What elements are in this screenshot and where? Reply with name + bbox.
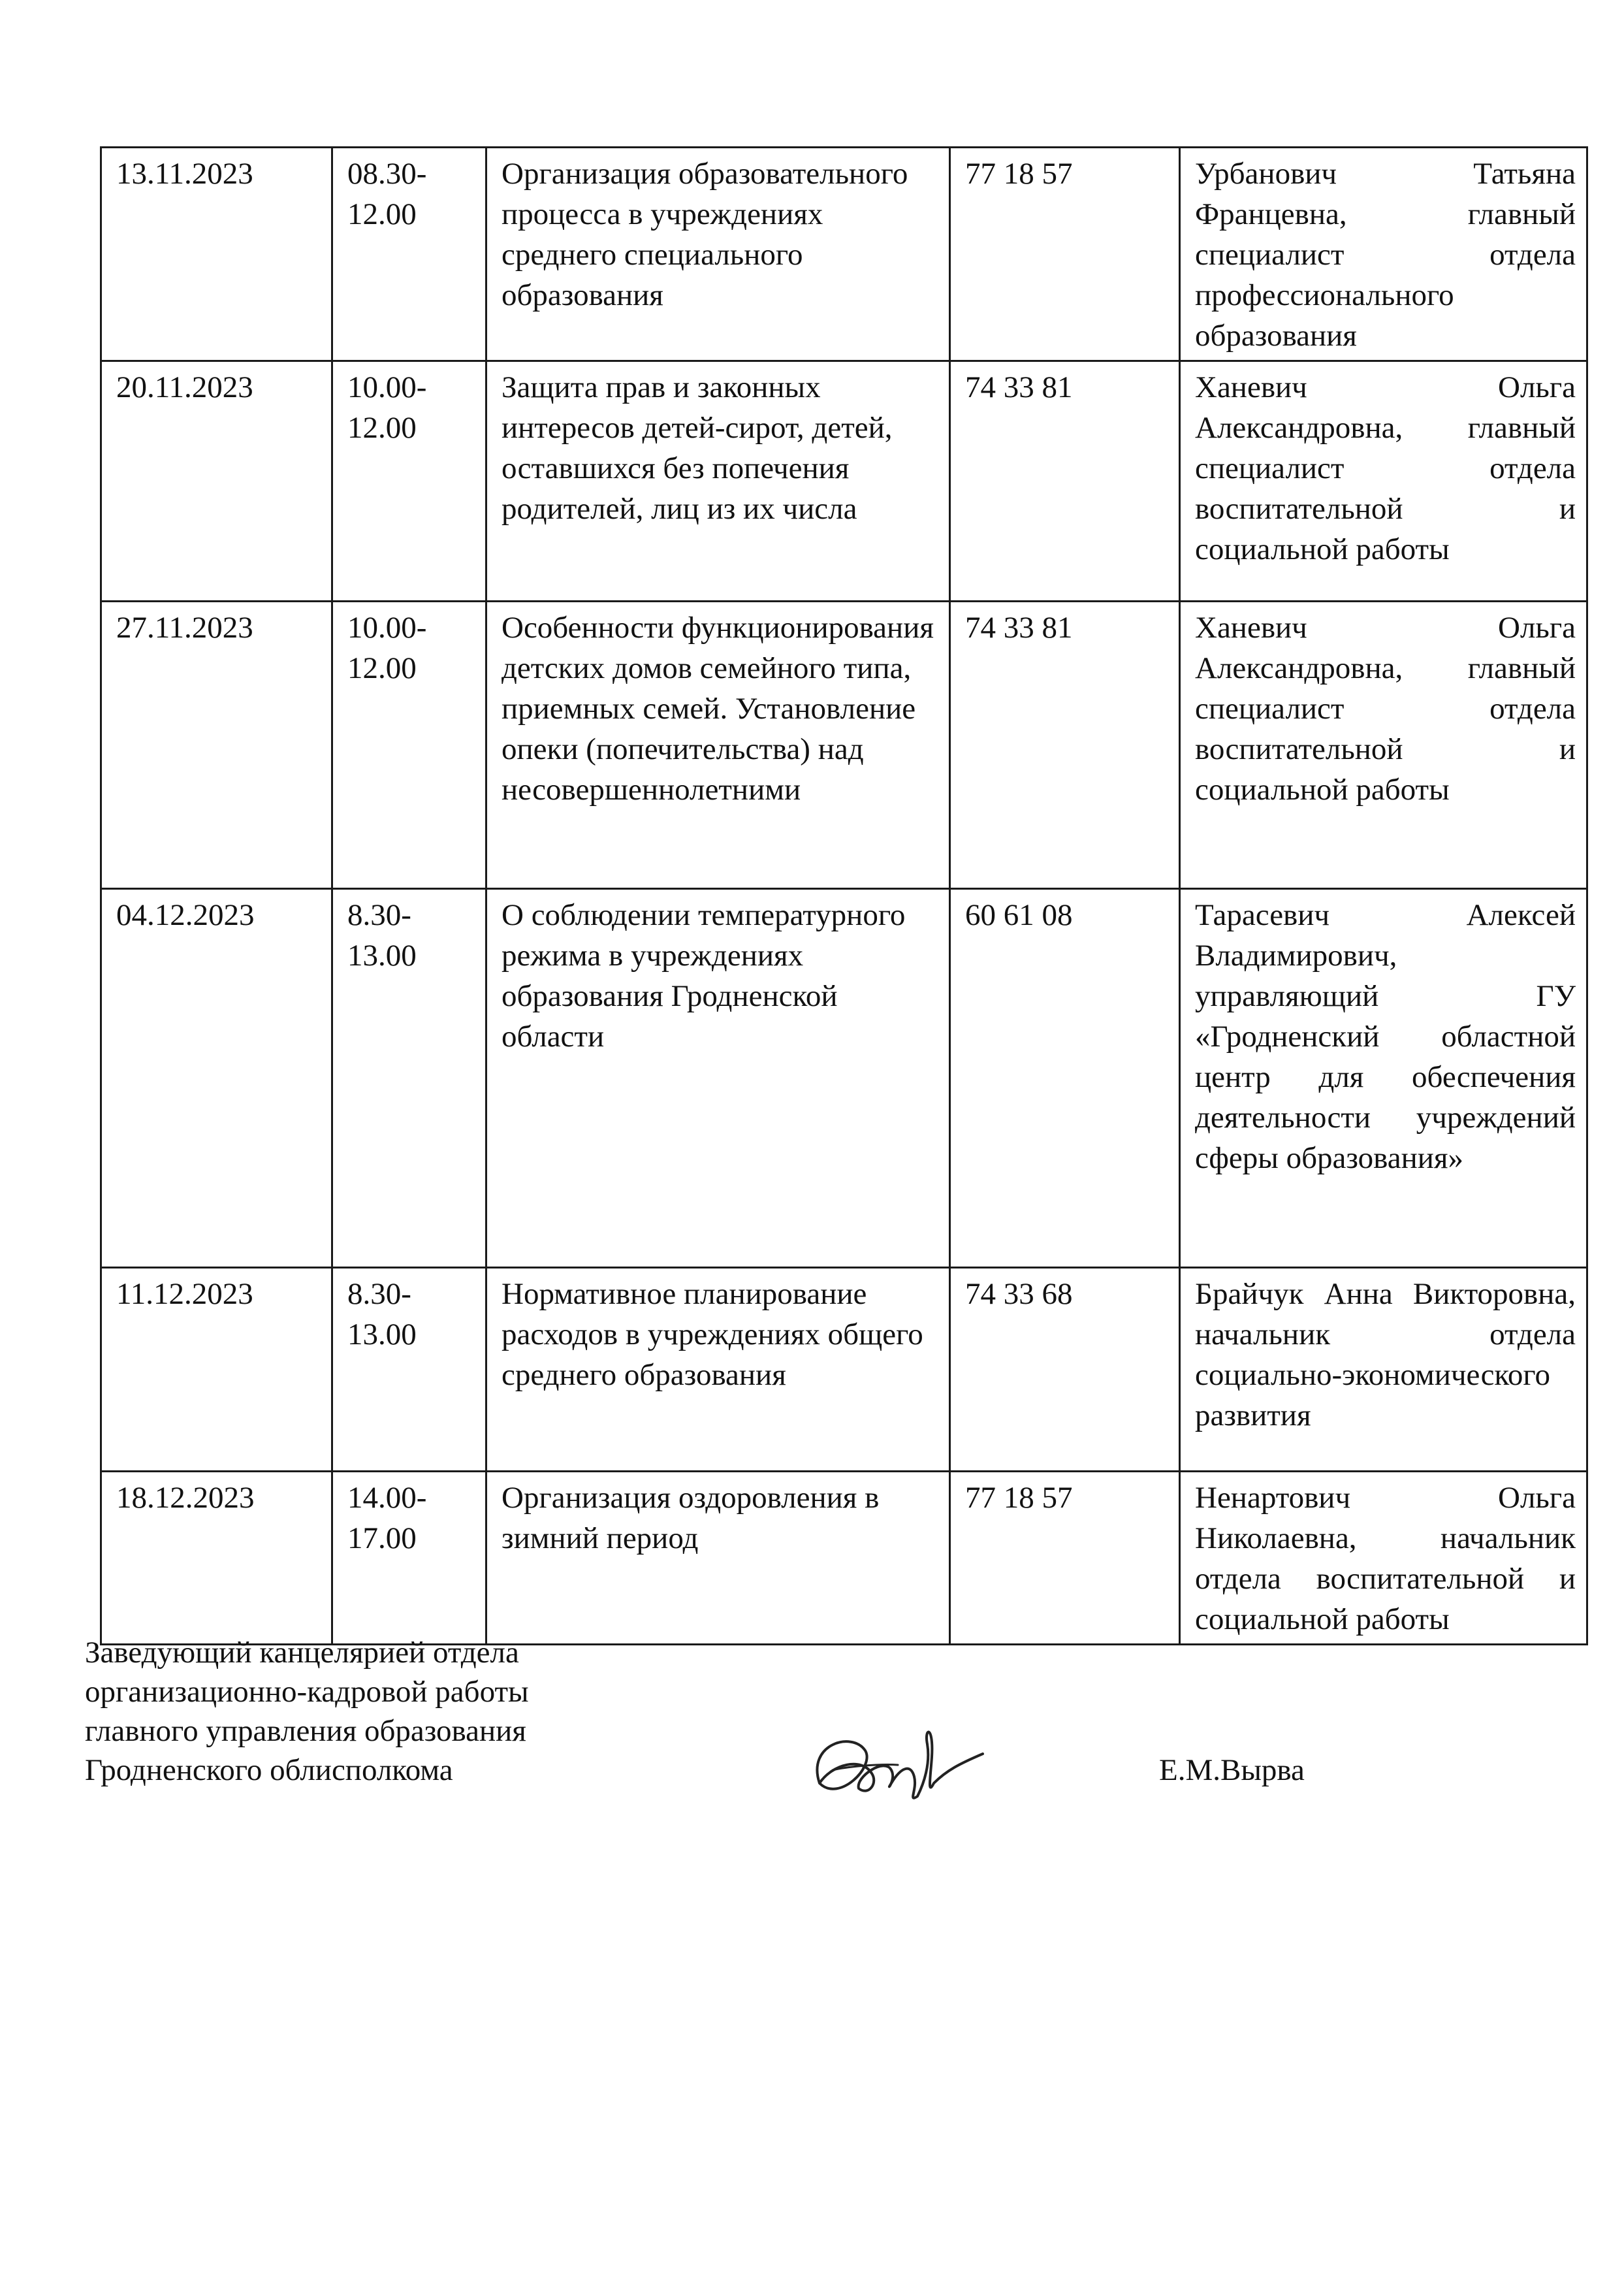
responsible-cell: Ханевич Ольга Александровна, главный специалист отдела воспитательной и социальной работы [1180,602,1587,889]
position-line: организационно-кадровой работы [85,1675,529,1709]
signatory-name: Е.М.Вырва [1159,1753,1305,1787]
topic-cell: Особенности функционирования детских домов семейного типа, приемных семей. Установление опеки (попечительства) над несовершеннолетними [486,602,950,889]
date-cell: 20.11.2023 [101,361,332,602]
time-cell: 8.30- 13.00 [332,889,486,1268]
table-row [101,889,1587,1268]
phone-cell: 77 18 57 [950,148,1180,361]
date-cell: 27.11.2023 [101,602,332,889]
date-cell: 13.11.2023 [101,148,332,361]
time-cell: 08.30- 12.00 [332,148,486,361]
signatory-position [85,1633,738,1790]
topic-cell: Защита прав и законных интересов детей-сирот, детей, оставшихся без попечения родителей, лиц из их числа [486,361,950,602]
responsible-cell: Тарасевич Алексей Владимирович, управляющий ГУ «Гродненский областной центр для обеспечения деятельности учреждений сферы образования» [1180,889,1587,1268]
topic-cell: О соблюдении температурного режима в учреждениях образования Гродненской области [486,889,950,1268]
handwritten-signature [793,1705,989,1816]
phone-cell: 77 18 57 [950,1472,1180,1645]
phone-cell: 74 33 81 [950,602,1180,889]
topic-cell: Нормативное планирование расходов в учреждениях общего среднего образования [486,1268,950,1472]
topic-cell: Организация образовательного процесса в учреждениях среднего специального образования [486,148,950,361]
responsible-cell: Брайчук Анна Викторовна, начальник отдела социально-экономического развития [1180,1268,1587,1472]
position-line: Гродненского облисполкома [85,1753,453,1787]
date-cell: 11.12.2023 [101,1268,332,1472]
responsible-cell: Ханевич Ольга Александровна, главный специалист отдела воспитательной и социальной работы [1180,361,1587,602]
phone-cell: 60 61 08 [950,889,1180,1268]
position-line: Заведующий канцелярией отдела [85,1636,519,1670]
table-row [101,361,1587,602]
phone-cell: 74 33 68 [950,1268,1180,1472]
time-cell: 10.00- 12.00 [332,602,486,889]
date-cell: 04.12.2023 [101,889,332,1268]
schedule-table [100,146,1588,1645]
table-row [101,1268,1587,1472]
table-row [101,602,1587,889]
phone-cell: 74 33 81 [950,361,1180,602]
time-cell: 10.00- 12.00 [332,361,486,602]
table-row [101,1472,1587,1645]
table-row [101,148,1587,361]
responsible-cell: Урбанович Татьяна Францевна, главный специалист отдела профессионального образования [1180,148,1587,361]
position-line: главного управления образования [85,1714,526,1748]
date-cell: 18.12.2023 [101,1472,332,1645]
topic-cell: Организация оздоровления в зимний период [486,1472,950,1645]
time-cell: 8.30- 13.00 [332,1268,486,1472]
responsible-cell: Ненартович Ольга Николаевна, начальник отдела воспитательной и социальной работы [1180,1472,1587,1645]
time-cell: 14.00- 17.00 [332,1472,486,1645]
